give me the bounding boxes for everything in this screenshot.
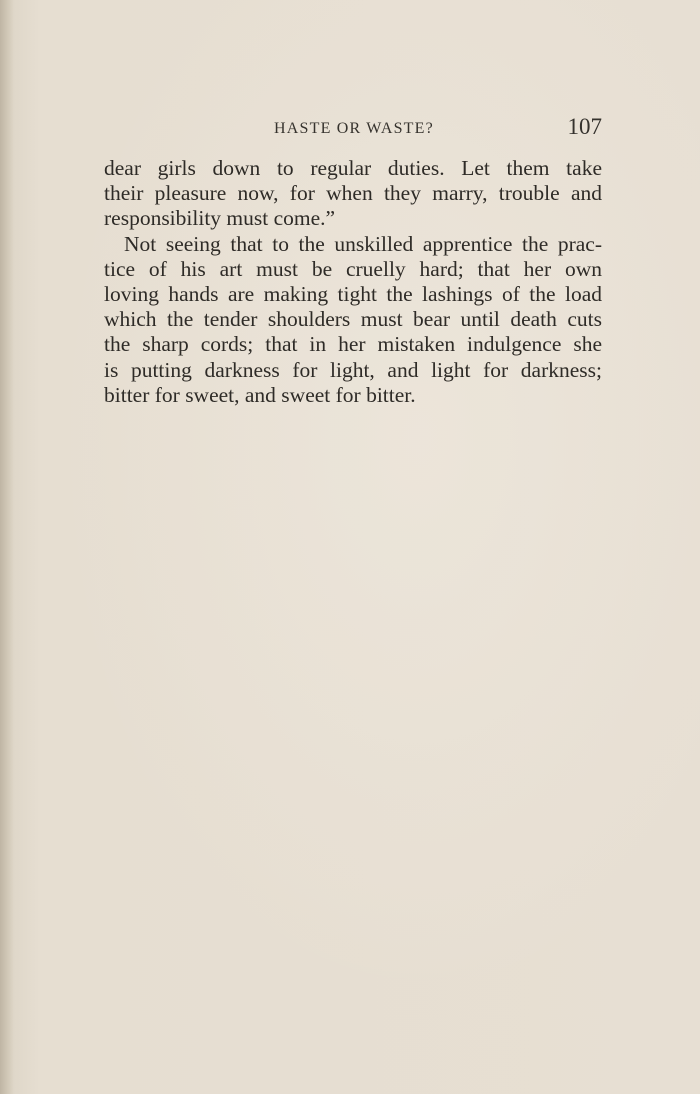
page-header <box>104 114 604 144</box>
text-line: bitter for sweet, and sweet for bitter. <box>104 382 416 407</box>
text-line: the sharp cords; that in her mistaken indulgence she <box>104 332 602 357</box>
text-line: Not seeing that to the unskilled apprentice the prac- <box>124 231 602 256</box>
text-line: loving hands are making tight the lashings of the load <box>104 281 602 306</box>
text-line: responsibility must come.” <box>104 206 336 231</box>
text-line: tice of his art must be cruelly hard; that her own <box>104 256 602 281</box>
text-line: is putting darkness for light, and light for darkness; <box>104 357 602 382</box>
text-line: dear girls down to regular duties. Let them take <box>104 156 602 180</box>
body-text <box>104 156 602 408</box>
text-line: their pleasure now, for when they marry, trouble and <box>104 181 602 206</box>
page-number: 107 <box>567 114 602 139</box>
page-gutter-shadow <box>0 0 14 1094</box>
running-head: HASTE OR WASTE? <box>274 120 434 137</box>
text-line: which the tender shoulders must bear until death cuts <box>104 307 602 332</box>
